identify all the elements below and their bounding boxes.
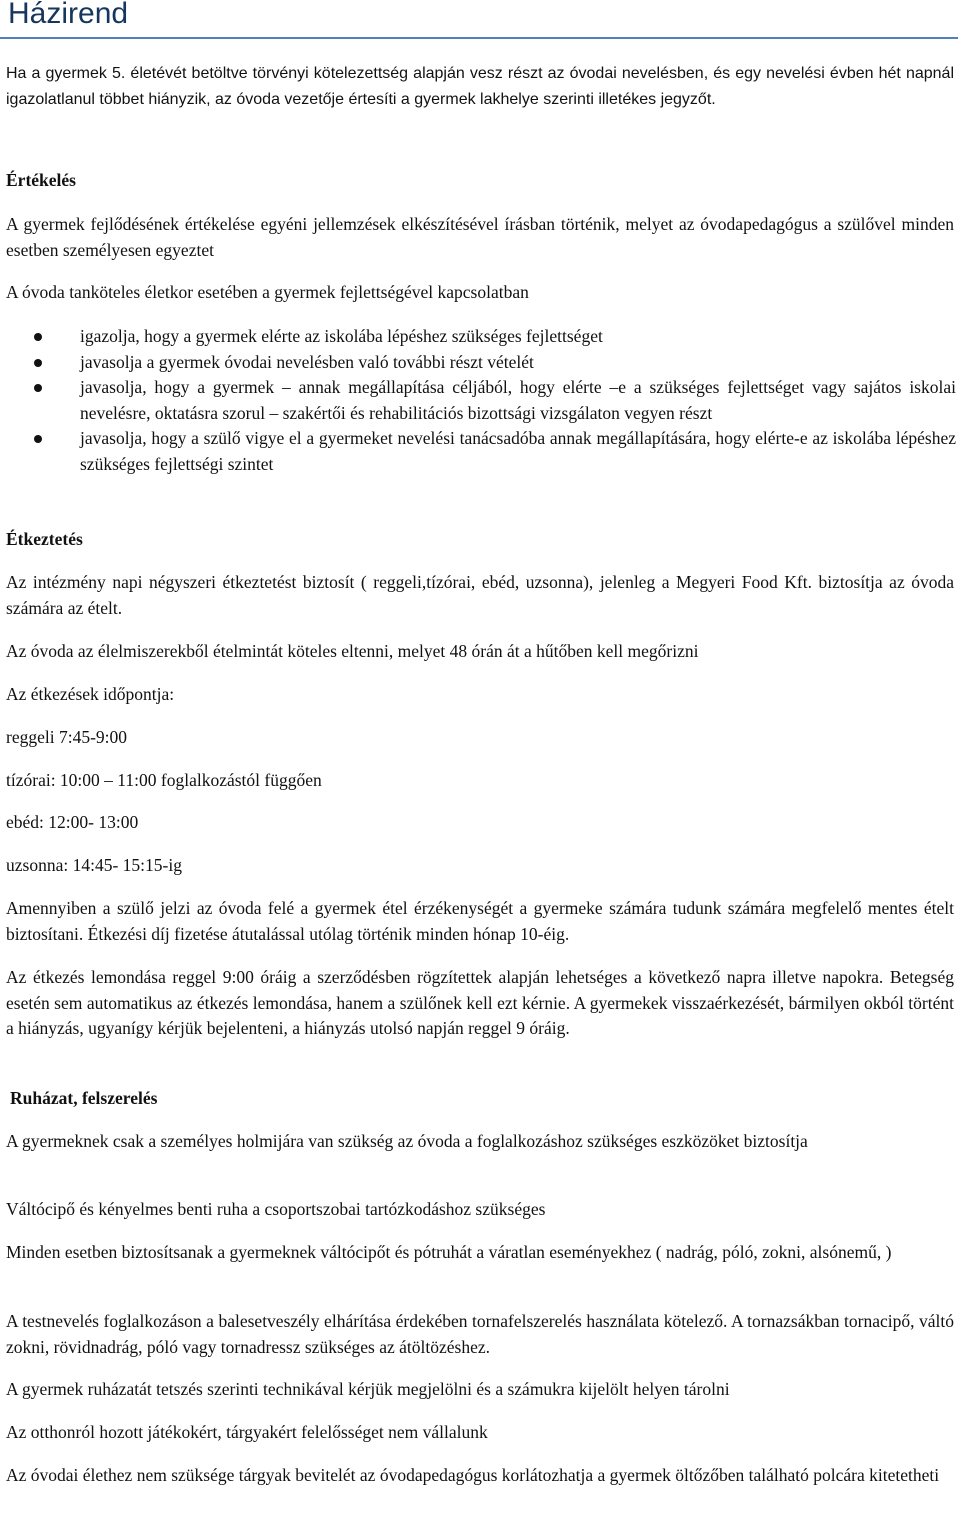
heading-etkeztetes: Étkeztetés: [6, 529, 83, 549]
ruhazat-paragraph-7: Az óvodai élethez nem szüksége tárgyak bevitelét az óvodapedagógus korlátozhatja a gyermek öltőzőben található polcára kitetetheti: [6, 1465, 940, 1485]
meal-time-breakfast: reggeli 7:45-9:00: [6, 727, 128, 747]
meal-time-snack: tízórai: 10:00 – 11:00 foglalkozástól függően: [6, 770, 322, 790]
ruhazat-paragraph-5: A gyermek ruházatát tetszés szerinti technikával kérjük megjelölni és a számukra kijelölt helyen tárolni: [6, 1379, 730, 1399]
heading-ruhazat: Ruházat, felszerelés: [10, 1088, 158, 1108]
bullet-icon: [34, 435, 42, 443]
meal-time-afternoon: uzsonna: 14:45- 15:15-ig: [6, 855, 182, 875]
bullet-text: javasolja a gyermek óvodai nevelésben való további részt vételét: [80, 351, 534, 372]
bullet-text: javasolja, hogy a gyermek – annak megállapítása céljából, hogy elérte –e a szükséges fejlettséget vagy sajátos iskolai nevelésre, oktatásra szorul – szakértői és rehabilitációs bizottsági vizsgálaton vegyen részt: [80, 377, 956, 423]
ertekeles-paragraph-1: A gyermek fejlődésének értékelése egyéni jellemzések elkészítésével írásban történik, melyet az óvodapedagógus a szülővel minden esetben személyesen egyeztet: [6, 214, 954, 260]
bullet-item: [80, 324, 956, 350]
etkeztetes-paragraph-2: Az óvoda az élelmiszerekből ételmintát köteles eltenni, melyet 48 órán át a hűtőben kell megőrizni: [6, 641, 699, 661]
heading-ertekeles: Értékelés: [6, 170, 76, 190]
bullet-text: igazolja, hogy a gyermek elérte az iskolába lépéshez szükséges fejlettséget: [80, 326, 603, 346]
ertekeles-paragraph-2: A óvoda tanköteles életkor esetében a gyermek fejlettségével kapcsolatban: [6, 282, 529, 302]
ruhazat-paragraph-6: Az otthonról hozott játékokért, tárgyakért felelősséget nem vállalunk: [6, 1422, 488, 1442]
etkeztetes-paragraph-3: Az étkezések időpontja:: [6, 684, 175, 704]
bullet-item: [80, 350, 956, 376]
title-underline: [0, 37, 958, 39]
page-title: Házirend: [8, 0, 129, 30]
meal-time-lunch: ebéd: 12:00- 13:00: [6, 812, 139, 832]
ruhazat-paragraph-4: A testnevelés foglalkozáson a balesetveszély elhárítása érdekében tornafelszerelés használata kötelező. A tornazsákban tornacipő, váltó zokni, rövidnadrág, póló vagy tornadressz szükséges az átöltözéshez.: [6, 1311, 954, 1357]
bullet-icon: [34, 359, 42, 367]
etkeztetes-paragraph-4: Amennyiben a szülő jelzi az óvoda felé a gyermek étel érzékenységét a gyermeke számára tudunk számára megfelelő mentes ételt biztosítani. Étkezési díj fizetése átutalással utólag történik minden hónap 10-éig.: [6, 898, 954, 944]
bullet-item: [80, 426, 956, 477]
ertekeles-bullet-list: [80, 324, 956, 478]
ruhazat-paragraph-1: A gyermeknek csak a személyes holmijára van szükség az óvoda a foglalkozáshoz szükséges eszközöket biztosítja: [6, 1131, 808, 1151]
intro-paragraph: Ha a gyermek 5. életévét betöltve törvényi kötelezettség alapján vesz részt az óvodai nevelésben, és egy nevelési évben hét napnál igazolatlanul többet hiányzik, az óvoda vezetője értesíti a gyermek lakhelye szerinti illetékes jegyzőt.: [6, 65, 954, 108]
ruhazat-paragraph-2: Váltócipő és kényelmes benti ruha a csoportszobai tartózkodáshoz szükséges: [6, 1199, 546, 1219]
bullet-text: javasolja, hogy a szülő vigye el a gyermeket nevelési tanácsadóba annak megállapítására, hogy elérte-e az iskolába lépéshez szükséges fejlettségi szintet: [80, 428, 956, 474]
etkeztetes-paragraph-1: Az intézmény napi négyszeri étkeztetést biztosít ( reggeli,tízórai, ebéd, uzsonna), jelenleg a Megyeri Food Kft. biztosítja az óvoda számára az ételt.: [6, 572, 954, 618]
etkeztetes-paragraph-5: Az étkezés lemondása reggel 9:00 óráig a szerződésben rögzítettek alapján lehetséges a következő napra illetve napokra. Betegség esetén sem automatikus az étkezés lemondása, hanem a szülőnek kell ezt kérnie. A gyermekek visszaérkezését, bármilyen okból történt a hiányzás, ugyanígy kérjük bejelenteni, a hiányzás utolsó napján reggel 9 óráig.: [6, 967, 954, 1039]
bullet-icon: [34, 333, 42, 341]
ruhazat-paragraph-3: Minden esetben biztosítsanak a gyermeknek váltócipőt és pótruhát a váratlan eseményekhez ( nadrág, póló, zokni, alsónemű, ): [6, 1242, 892, 1262]
bullet-icon: [34, 384, 42, 392]
bullet-item: [80, 375, 956, 426]
